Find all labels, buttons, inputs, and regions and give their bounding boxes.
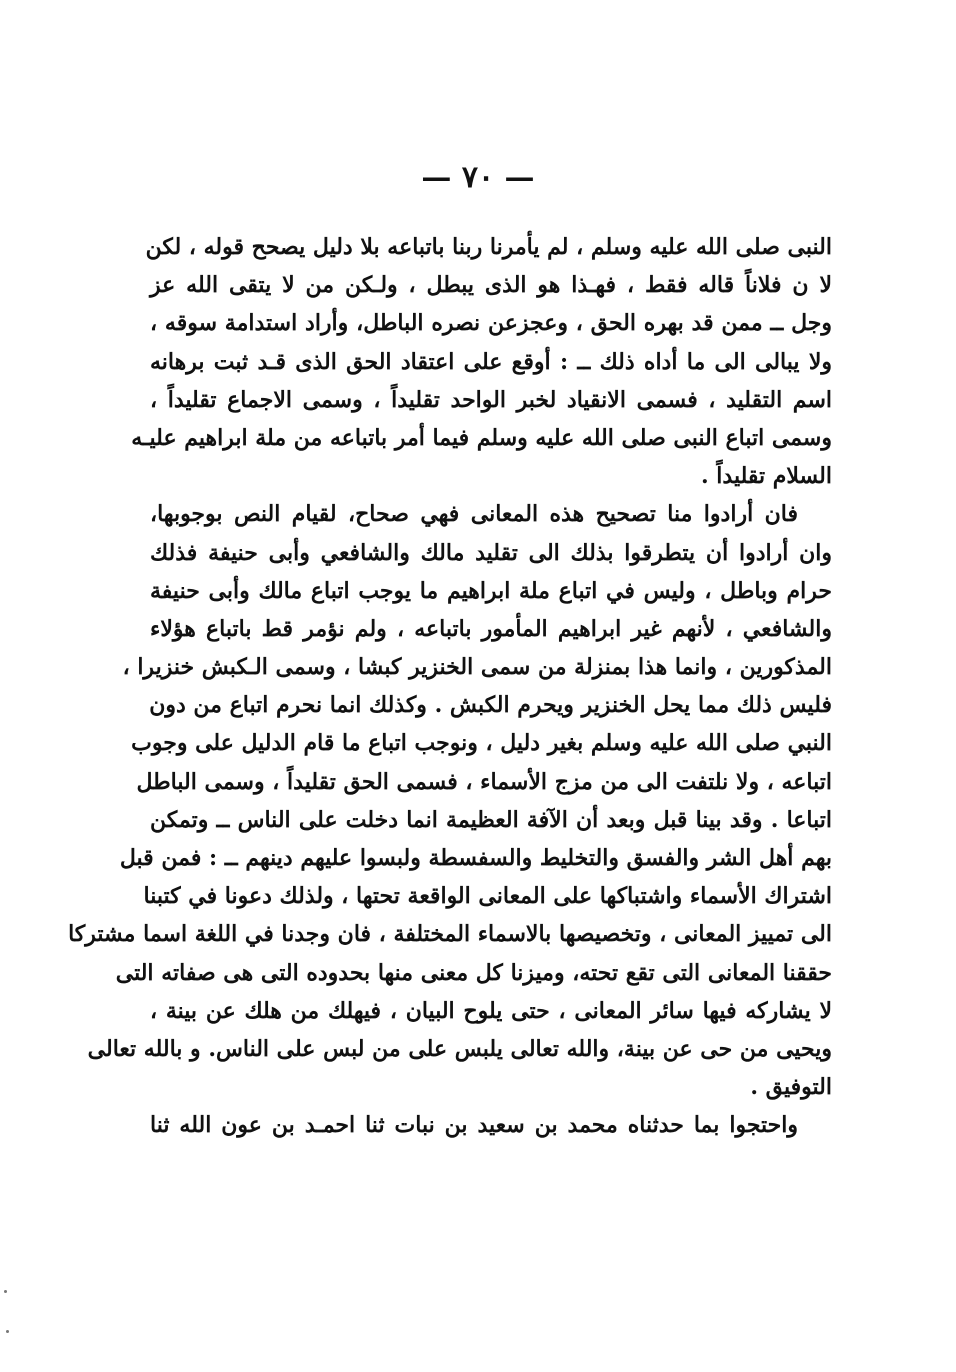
text-line: فليس ذلك مما يحل الخنزير ويحرم الكبش . وكذلك انما نحرم اتباع من دون — [149, 692, 832, 719]
text-line: النبي صلى الله عليه وسلم بغير دليل ، ونوجب اتباع ما قام الدليل على وجوب — [131, 730, 832, 757]
text-line: السلام تقليداً . — [700, 463, 832, 490]
text-line: اسم التقليد ، فسمى الانقياد لخبر الواحد تقليداً ، وسمى الاجماع تقليداً ، — [150, 386, 832, 413]
text-line: وجل ــ ممن قد بهره الحق ، وعجزعن نصره الباطل، وأراد استدامة سوقه ، — [150, 310, 832, 337]
text-line: المذكورين ، وانما هذا بمنزلة من سمى الخنزير كبشا ، وسمى الـكبش خنزيرا ، — [122, 654, 832, 681]
text-line: واحتجوا بما حدثناه محمد بن سعيد بن نبات ثنا احمـد بن عون الله ثنا — [150, 1112, 798, 1139]
text-line: اتباعا . وقد بينا قبل وبعد أن الآفة العظيمة انما دخلت على الناس ــ وتمكن — [150, 806, 832, 833]
text-line: وسمى اتباع النبى صلى الله عليه وسلم فيما أمر باتباعه من ملة ابراهيم عليـه — [131, 424, 832, 451]
text-line: النبى صلى الله عليه وسلم ، لم يأمرنا ربنا باتباعه بلا دليل يصحح قوله ، لكن — [145, 234, 832, 260]
body-text — [68, 228, 832, 1145]
text-line: فان أرادوا منا تصحيح هذه المعانى فهي صحاح، لقيام النص بوجوبها، — [150, 501, 798, 528]
text-line: اتباعه ، ولا نلتفت الى من مزج الأسماء ، فسمى الحق تقليداً ، وسمى الباطل — [136, 768, 832, 795]
text-line: اشتراك الأسماء واشتباكها على المعانى الواقعة تحتها ، ولذلك دعونا في كتبنا — [143, 883, 832, 910]
scan-speck — [6, 1330, 9, 1333]
text-line: التوفيق . — [750, 1074, 832, 1101]
text-line: لا ن فلاناً قاله فقط ، فهـذا هو الذى يبطل ، ولـكن من لا يتقى الله عز — [150, 272, 832, 299]
text-line: وان أرادوا أن يتطرقوا بذلك الى تقليد مالك والشافعي وأبى حنيفة فذلك — [150, 539, 832, 566]
text-line: الى تمييز المعانى ، وتخصيصها بالاسماء المختلفة ، فان وجدنا في اللغة اسما مشتركا — [68, 921, 832, 948]
scan-speck — [4, 1290, 7, 1293]
text-line: ويحيى من حى عن بينة، والله تعالى يلبس على من لبس على الناس. و بالله تعالى — [87, 1035, 832, 1062]
text-line: حققنا المعانى التى تقع تحته، وميزنا كل معنى منها بحدوده التى هى صفاته التى — [115, 959, 832, 986]
text-line: حرام وباطل ، وليس في اتباع ملة ابراهيم ما يوجب اتباع مالك وأبى حنيفة — [150, 577, 832, 604]
text-line: بهم أهل الشر والفسق والتخليط والسفسطة ولبسوا عليهم دينهم ــ : فمن قبل — [119, 845, 832, 871]
text-line: لا يشاركه فيها سائر المعانى ، حتى يلوح البيان ، فيهلك من هلك عن بينة ، — [150, 997, 832, 1024]
text-line: ولا يبالى الى ما أداه ذلك ــ : أوقع على اعتقاد الحق الذى قـد ثبت برهانه — [150, 348, 832, 375]
text-line: والشافعي ، لأنهم غير ابراهيم المأمور باتباعه ، ولم نؤمر قط باتباع هؤلاء — [150, 615, 832, 642]
page-number: — ٧٠ — — [421, 160, 535, 195]
